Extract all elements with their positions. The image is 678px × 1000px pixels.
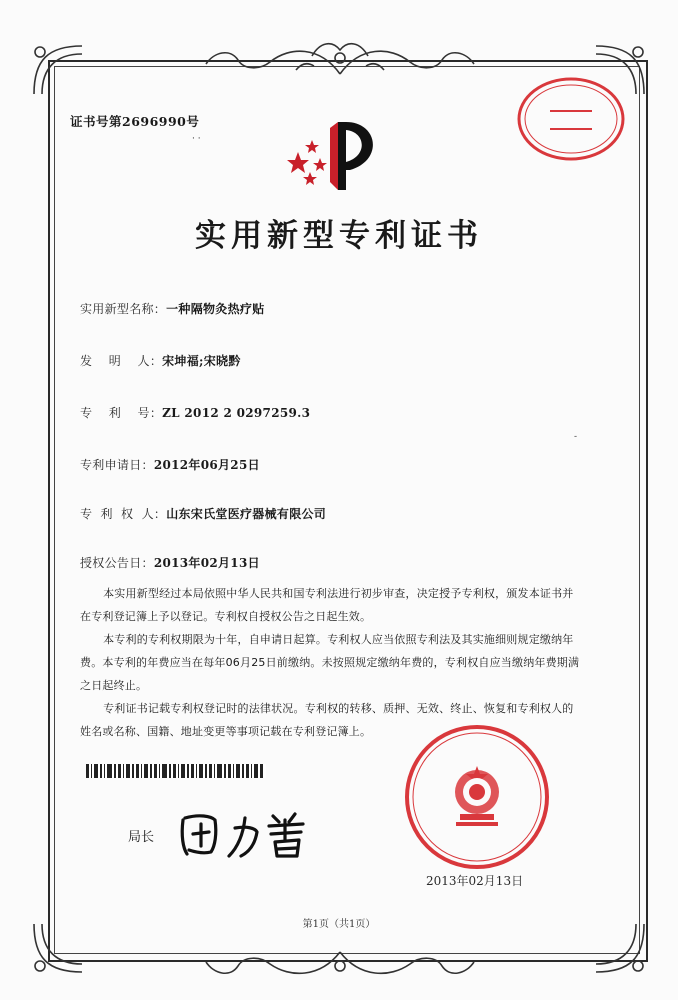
field-label: 授权公告日：: [80, 556, 154, 570]
field-value: 一种隔物灸热疗贴: [166, 302, 265, 316]
field-inventor: [80, 352, 241, 369]
director-signature: [175, 806, 325, 862]
bottom-ornament: [200, 946, 480, 986]
top-ornament: [200, 36, 480, 80]
field-label: 发 明 人：: [80, 354, 163, 368]
field-patentee: [80, 505, 326, 522]
corner-marks: · ·: [192, 134, 201, 144]
field-value: 2013年02月13日: [153, 556, 260, 570]
barcode: [86, 763, 266, 782]
stamp-duty-seal: [516, 74, 626, 164]
field-utility-model-name: [80, 300, 265, 317]
field-value: 宋坤福;宋晓黔: [162, 354, 241, 368]
body-paragraph: 本实用新型经过本局依照中华人民共和国专利法进行初步审查，决定授予专利权，颁发本证书并在专利登记簿上予以登记。专利权自授权公告之日起生效。: [80, 587, 574, 623]
director-label: 局长: [128, 830, 155, 845]
field-label: 实用新型名称：: [80, 302, 167, 316]
certificate-number: 证书号第2696990号: [70, 114, 200, 129]
field-label: 专利申请日：: [80, 458, 154, 472]
issue-date: 2013年02月13日: [426, 874, 524, 888]
field-value: 山东宋氏堂医疗器械有限公司: [166, 507, 327, 521]
field-grant-date: [80, 554, 260, 571]
body-paragraph: 专利证书记载专利权登记时的法律状况。专利权的转移、质押、无效、终止、恢复和专利权人的姓名或名称、国籍、地址变更等事项记载在专利登记簿上。: [80, 702, 574, 738]
certificate-body-text: [80, 582, 580, 743]
field-label: 专 利 号：: [80, 406, 163, 420]
field-label: 专 利 权 人：: [80, 507, 167, 521]
page-number: 第1页（共1页）: [302, 919, 376, 930]
certificate-title: 实用新型专利证书: [195, 218, 483, 254]
patent-office-emblem-icon: [280, 112, 400, 202]
field-value: ZL 2012 2 0297259.3: [162, 406, 311, 420]
margin-mark: -: [574, 432, 578, 442]
national-ip-office-seal: [402, 722, 552, 872]
body-paragraph: 本专利的专利权期限为十年，自申请日起算。专利权人应当依照专利法及其实施细则规定缴纳年费。本专利的年费应当在每年06月25日前缴纳。未按照规定缴纳年费的，专利权自应当缴纳年费期满之日起终止。: [80, 633, 580, 692]
field-application-date: [80, 456, 260, 473]
field-patent-number: [80, 404, 310, 421]
field-value: 2012年06月25日: [153, 458, 260, 472]
corner-ornament-top-left: [28, 40, 88, 100]
